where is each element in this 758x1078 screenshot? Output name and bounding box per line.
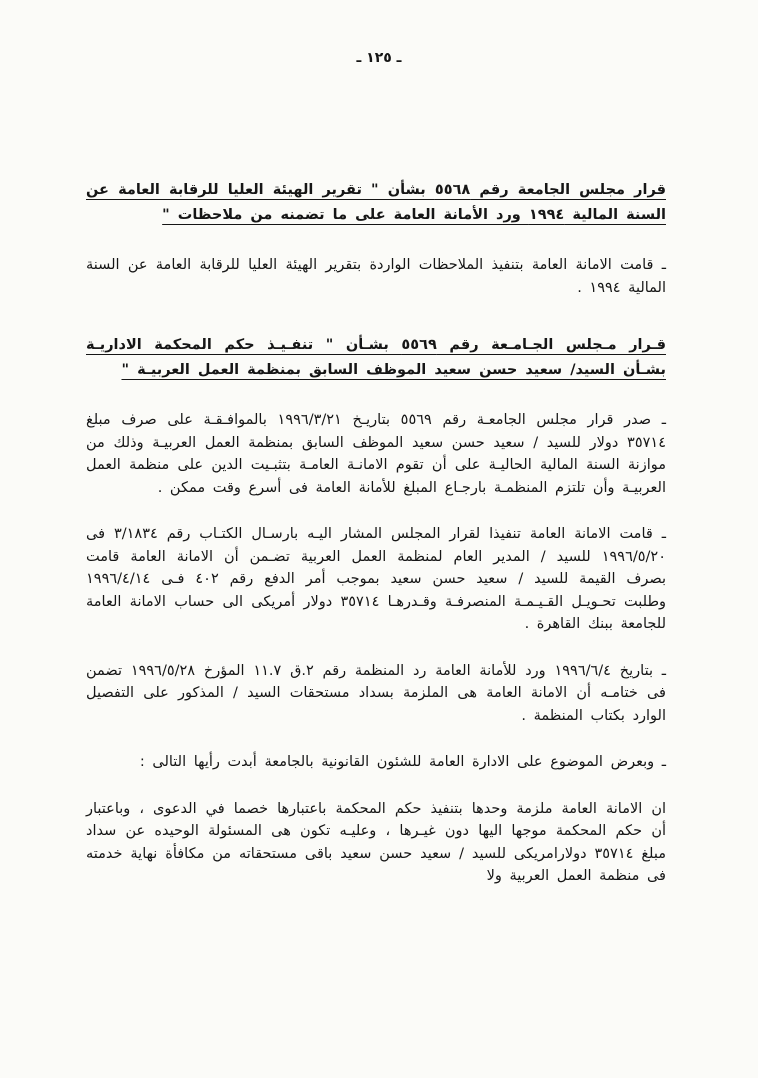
paragraph-letter-sent: ـ قامت الامانة العامة تنفيذا لقرار المجلس المشار اليـه بارسـال الكتـاب رقم ٣/١٨٣٤ فى ١٩٩٦/٥/٢٠ للسيد / المدير العام لمنظمة العمل العربية تضـمن أن الامانة العامة قامت بصرف القيمة للسيد / سعيد حسن سعيد بموجب أمر الدفع رقم ٤٠٢ فـى ١٩٩٦/٤/١٤ وطلبت تحـويـل القـيـمـة المنصرفـة وقـدرهـا ٣٥٧١٤ دولار أمريكى الى حساب الامانة العامة للجامعة ببنك القاهرة .: [86, 526, 667, 632]
decision-5568-heading: قرار مجلس الجامعة رقم ٥٥٦٨ بشأن " تقرير الهيئة العليا للرقابة العامة عن السنة المالية ١٩٩٤ ورد الأمانة العامة على ما تضمنه من ملاحظات ": [86, 182, 666, 223]
paragraph-legal-opinion: ان الامانة العامة ملزمة وحدها بتنفيذ حكم المحكمة باعتبارها خصما في الدعوى ، وباعتبار أن حكم المحكمة موجها اليها دون غيـرها ، وعليـه تكون هى المسئولة الوحيده عن سداد مبلغ ٣٥٧١٤ دولارامريكى للسيد / سعيد حسن سعيد باقى مستحقاته من مكافأة نهاية خدمته فى منظمة العمل العربية ولا: [86, 800, 666, 884]
paragraph-remarks-implemented: ـ قامت الامانة العامة بتنفيذ الملاحظات الواردة بتقرير الهيئة العليا للرقابة العامة عن السنة المالية ١٩٩٤ .: [86, 257, 666, 296]
decision-5569-heading: قـرار مـجلس الجـامـعة رقم ٥٥٦٩ بشـأن " تنفـيـذ حكم المحكمة الاداريـة بشـأن السيد/ سعيد حسن سعيد الموظف السابق بمنظمة العمل العربيـة ": [86, 337, 666, 378]
page-number: ـ ١٢٥ ـ: [356, 50, 402, 66]
paragraph-organization-reply: ـ بتاريخ ١٩٩٦/٦/٤ ورد للأمانة العامة رد المنظمة رقم ٢.ق ١١.٧ المؤرخ ١٩٩٦/٥/٢٨ تضمن فى ختامـه أن الامانة العامة هى الملزمة بسداد مستحقات السيد / المذكور على التفصيل الوارد بكتاب المنظمة .: [86, 662, 667, 724]
paragraph-decision-details: ـ صدر قرار مجلس الجامعـة رقم ٥٥٦٩ بتاريـخ ١٩٩٦/٣/٢١ بالموافـقـة على صرف مبلغ ٣٥٧١٤ دولار للسيد / سعيد حسن سعيد الموظف السابق بمنظمة العمل العربيـة وذلك من موازنة السنة المالية الحاليـة على أن تقوم الامانـة العامـة بتثبـيت الدين على منظمة العمل العربيـة وأن تلتزم المنظمـة بارجـاع المبلغ للأمانة العامة فى أسرع وقت ممكن .: [86, 412, 666, 496]
paragraph-legal-referral: ـ وبعرض الموضوع على الادارة العامة للشئون القانونية بالجامعة أبدت رأيها التالى :: [139, 754, 666, 770]
document-body: [0, 66, 758, 888]
